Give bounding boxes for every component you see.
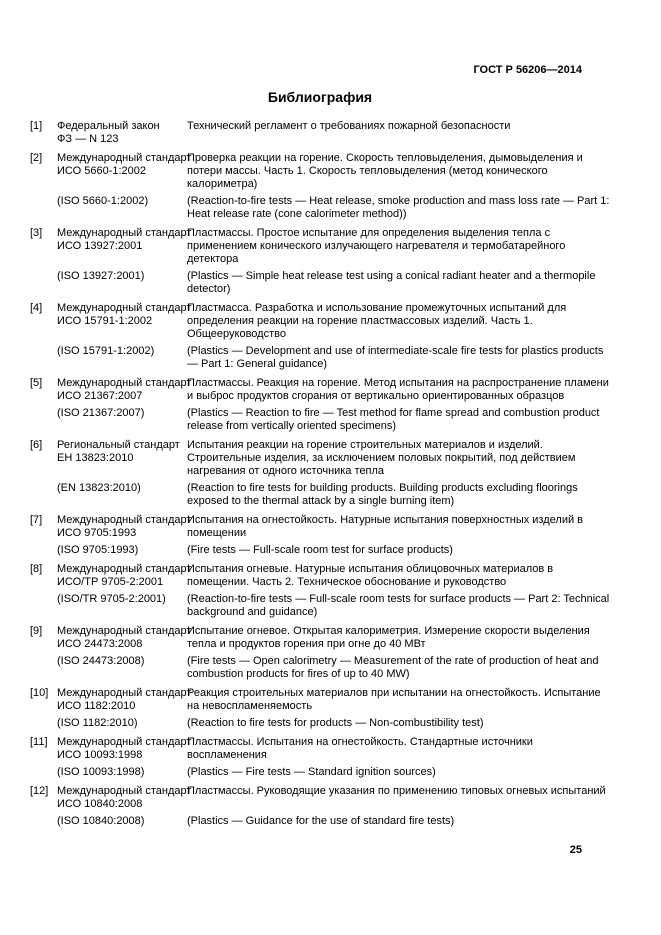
entry-code-en: (ISO/TR 9705-2:2001): [57, 593, 166, 605]
entry-russian-row: [30, 152, 622, 191]
bibliography-entry: [30, 302, 622, 371]
entry-english-row: [30, 655, 622, 681]
entry-english-row: [30, 195, 622, 221]
bibliography-list: [30, 120, 622, 828]
entry-number: [7]: [30, 514, 43, 526]
bibliography-entry: [30, 687, 622, 730]
entry-english-row: [30, 407, 622, 433]
entry-organization: Международный стандарт: [57, 377, 192, 389]
entry-organization: Федеральный закон: [57, 120, 160, 132]
entry-russian-row: [30, 785, 622, 811]
entry-code-en: (EN 13823:2010): [57, 482, 141, 494]
entry-number: [12]: [30, 785, 49, 797]
entry-english-row: [30, 270, 622, 296]
entry-number: [2]: [30, 152, 43, 164]
entry-designation-en: [57, 407, 187, 420]
bibliography-entry: [30, 785, 622, 828]
entry-description-ru: Пластмассы. Испытания на огнестойкость. Стандартные источники воспламенения: [187, 736, 533, 761]
entry-number: [1]: [30, 120, 43, 132]
entry-english-row: [30, 717, 622, 730]
bibliography-entry: [30, 736, 622, 779]
entry-code-ru: ИСО 10093:1998: [57, 749, 143, 761]
entry-number: [3]: [30, 227, 43, 239]
entry-description-en: (Reaction-to-fire tests — Heat release, smoke production and mass loss rate — Part 1: Heat release rate (cone calorimeter method)): [187, 195, 610, 220]
entry-organization: Международный стандарт: [57, 687, 192, 699]
entry-code-en: (ISO 9705:1993): [57, 544, 139, 556]
entry-designation: [57, 687, 192, 713]
entry-designation: [57, 227, 192, 253]
entry-english-row: [30, 345, 622, 371]
entry-english-row: [30, 544, 622, 557]
entry-code-en: (ISO 10840:2008): [57, 815, 145, 827]
entry-designation: [57, 120, 187, 146]
entry-designation-en: [57, 717, 187, 730]
entry-number: [4]: [30, 302, 43, 314]
page-title: Библиография: [267, 89, 373, 105]
entry-designation-en: [57, 655, 187, 668]
entry-russian-row: [30, 514, 622, 540]
entry-code-ru: ИСО 9705:1993: [57, 527, 137, 539]
entry-designation-en: [57, 593, 187, 606]
entry-english-row: [30, 482, 622, 508]
entry-code-en: (ISO 10093:1998): [57, 766, 145, 778]
entry-code-ru: ИСО 13927:2001: [57, 240, 143, 252]
entry-description-ru: Реакция строительных материалов при испытании на огнестойкость. Испытание на невоспламеняемость: [187, 687, 601, 712]
entry-description-ru: Испытания на огнестойкость. Натурные испытания поверхностных изделий в помещении: [187, 514, 584, 539]
entry-description-en: (Reaction-to-fire tests — Full-scale room tests for surface products — Part 2: Technical background and guidance): [187, 593, 610, 618]
entry-description-ru: Технический регламент о требованиях пожарной безопасности: [187, 120, 511, 132]
entry-english-row: [30, 766, 622, 779]
entry-code-ru: ИСО 24473:2008: [57, 638, 143, 650]
entry-organization: Международный стандарт: [57, 302, 192, 314]
bibliography-entry: [30, 227, 622, 296]
entry-designation: [57, 302, 192, 328]
entry-number: [9]: [30, 625, 43, 637]
entry-description-en: (Plastics — Guidance for the use of standard fire tests): [187, 815, 455, 827]
entry-russian-row: [30, 687, 622, 713]
entry-code-ru: ИСО 21367:2007: [57, 390, 143, 402]
entry-english-row: [30, 815, 622, 828]
entry-code-ru: ФЗ — N 123: [57, 133, 119, 145]
entry-designation-en: [57, 815, 187, 828]
entry-description-en: (Fire tests — Full-scale room test for surface products): [187, 544, 453, 556]
bibliography-entry: [30, 625, 622, 681]
entry-description-ru: Пластмассы. Руководящие указания по применению типовых огневых испытаний: [187, 785, 606, 797]
bibliography-entry: [30, 377, 622, 433]
entry-designation-en: [57, 544, 187, 557]
entry-description-ru: Испытания огневые. Натурные испытания облицовочных материалов в помещении. Часть 2. Техническое обоснование и руководство: [187, 563, 554, 588]
entry-description-en: (Fire tests — Open calorimetry — Measurement of the rate of production of heat and combustion products for fires of up to 40 MW): [187, 655, 599, 680]
entry-designation-en: [57, 270, 187, 283]
entry-organization: Региональный стандарт: [57, 439, 180, 451]
entry-designation-en: [57, 766, 187, 779]
entry-code-ru: ИСО 10840:2008: [57, 798, 143, 810]
entry-code-en: (ISO 13927:2001): [57, 270, 145, 282]
entry-organization: Международный стандарт: [57, 736, 192, 748]
entry-organization: Международный стандарт: [57, 563, 192, 575]
entry-organization: Международный стандарт: [57, 514, 192, 526]
entry-code-ru: ИСО 5660-1:2002: [57, 165, 146, 177]
bibliography-entry: [30, 439, 622, 508]
entry-russian-row: [30, 227, 622, 266]
entry-number: [8]: [30, 563, 43, 575]
entry-code-en: (ISO 1182:2010): [57, 717, 138, 729]
entry-code-en: (ISO 15791-1:2002): [57, 345, 155, 357]
entry-description-en: (Plastics — Fire tests — Standard ignition sources): [187, 766, 436, 778]
entry-number: [10]: [30, 687, 49, 699]
entry-description-en: (Plastics — Development and use of intermediate-scale fire tests for plastics products — Part 1: General guidance): [187, 345, 604, 370]
entry-russian-row: [30, 120, 622, 146]
bibliography-entry: [30, 563, 622, 619]
entry-designation-en: [57, 345, 187, 358]
entry-russian-row: [30, 563, 622, 589]
entry-number: [6]: [30, 439, 43, 451]
entry-designation: [57, 152, 192, 178]
entry-designation: [57, 514, 192, 540]
entry-code-en: (ISO 21367:2007): [57, 407, 145, 419]
entry-designation: [57, 439, 187, 465]
entry-description-ru: Пластмассы. Реакция на горение. Метод испытания на распространение пламени и выброс продуктов сгорания от вертикально ориентированных образцов: [187, 377, 609, 402]
entry-description-ru: Испытание огневое. Открытая калориметрия. Измерение скорости выделения тепла и продуктов горения при огне до 40 МВт: [187, 625, 590, 650]
entry-description-ru: Пластмасса. Разработка и использование промежуточных испытаний для определения реакции на горение пластмассовых изделий. Часть 1. Общееруководство: [187, 302, 567, 340]
entry-english-row: [30, 593, 622, 619]
entry-designation: [57, 377, 192, 403]
entry-code-ru: ИСО 1182:2010: [57, 700, 136, 712]
entry-description-ru: Проверка реакции на горение. Скорость тепловыделения, дымовыделения и потери массы. Часть 1. Скорость тепловыделения (метод конического калориметра): [187, 152, 583, 190]
entry-designation: [57, 625, 192, 651]
entry-description-ru: Пластмассы. Простое испытание для определения выделения тепла с применением конического излучающего нагревателя и термобатарейного детектора: [187, 227, 566, 265]
entry-designation: [57, 736, 192, 762]
bibliography-entry: [30, 120, 622, 146]
entry-organization: Международный стандарт: [57, 785, 192, 797]
entry-organization: Международный стандарт: [57, 227, 192, 239]
entry-russian-row: [30, 302, 622, 341]
page-number: 25: [569, 844, 582, 856]
entry-designation: [57, 563, 192, 589]
entry-number: [5]: [30, 377, 43, 389]
entry-designation-en: [57, 195, 187, 208]
entry-code-en: (ISO 5660-1:2002): [57, 195, 149, 207]
entry-description-en: (Reaction to fire tests for products — Non-combustibility test): [187, 717, 484, 729]
entry-russian-row: [30, 736, 622, 762]
entry-russian-row: [30, 439, 622, 478]
entry-organization: Международный стандарт: [57, 625, 192, 637]
doc-code: ГОСТ Р 56206—2014: [473, 64, 582, 76]
entry-description-en: (Plastics — Reaction to fire — Test method for flame spread and combustion product release from vertically oriented specimens): [187, 407, 600, 432]
entry-code-ru: ИСО 15791-1:2002: [57, 315, 153, 327]
bibliography-entry: [30, 514, 622, 557]
entry-designation-en: [57, 482, 187, 495]
entry-description-en: (Plastics — Simple heat release test using a conical radiant heater and a thermopile detector): [187, 270, 596, 295]
bibliography-entry: [30, 152, 622, 221]
entry-russian-row: [30, 625, 622, 651]
entry-organization: Международный стандарт: [57, 152, 192, 164]
entry-code-en: (ISO 24473:2008): [57, 655, 145, 667]
entry-number: [11]: [30, 736, 48, 748]
entry-russian-row: [30, 377, 622, 403]
entry-code-ru: ИСО/ТР 9705-2:2001: [57, 576, 164, 588]
entry-designation: [57, 785, 192, 811]
entry-description-en: (Reaction to fire tests for building products. Building products excluding floorings exposed to the thermal attack by a single burning item): [187, 482, 578, 507]
entry-code-ru: ЕН 13823:2010: [57, 452, 134, 464]
entry-description-ru: Испытания реакции на горение строительных материалов и изделий. Строительные изделия, за исключением половых покрытий, под действием нагревания от одного источника тепла: [187, 439, 576, 477]
